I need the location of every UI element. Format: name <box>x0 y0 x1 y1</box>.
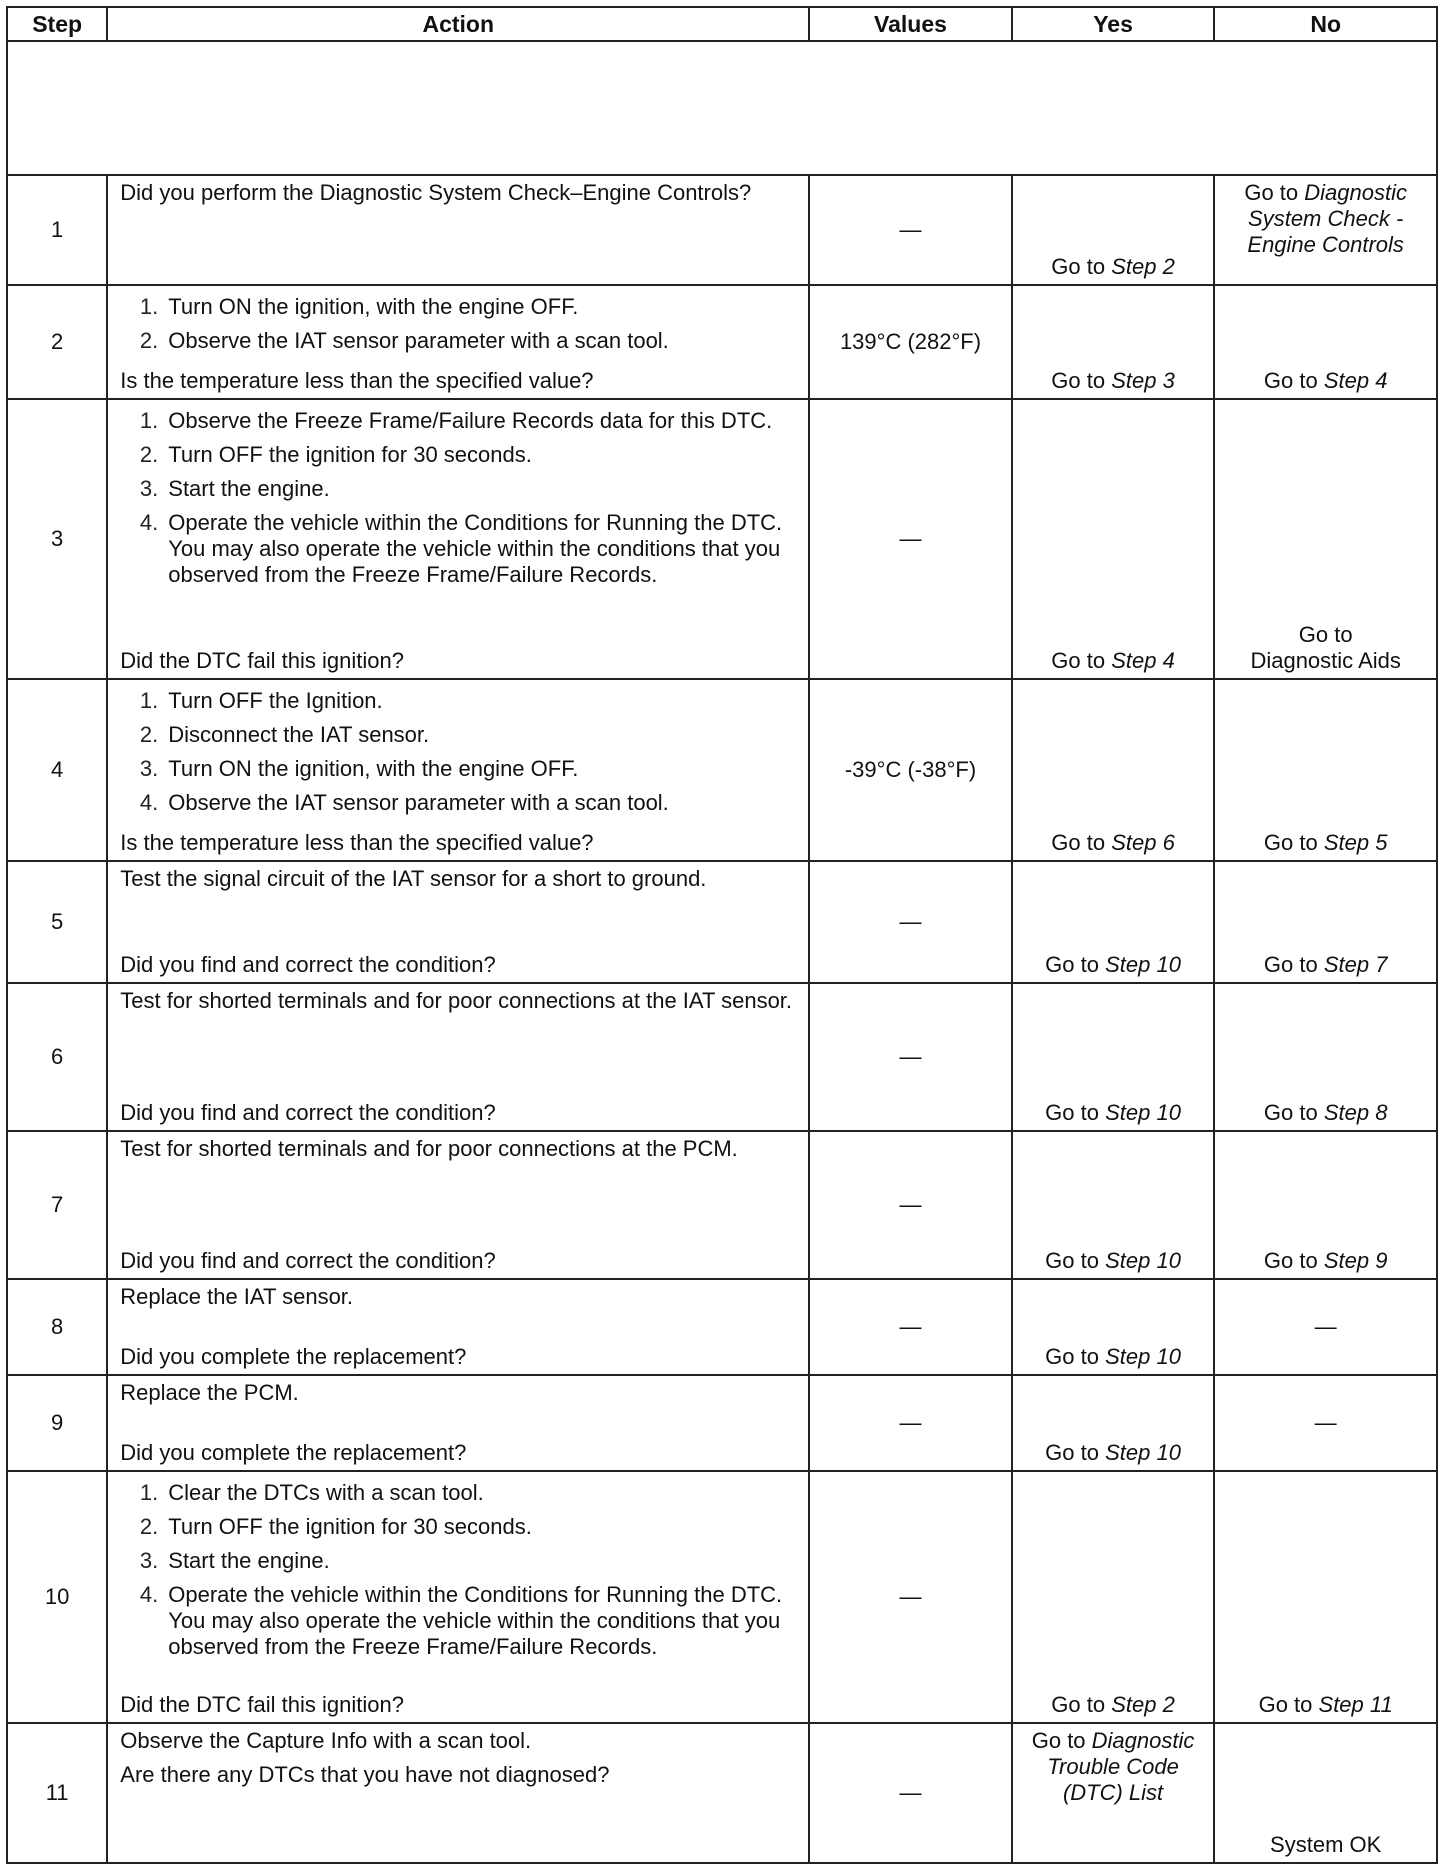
yes-goto[interactable]: Go to Step 10 <box>1045 1248 1181 1273</box>
yes-goto[interactable]: Go to Step 6 <box>1051 830 1175 855</box>
value-cell: — <box>809 1131 1012 1279</box>
value-cell: — <box>809 1471 1012 1723</box>
action-steps <box>120 404 800 596</box>
list-item: 1. Clear the DTCs with a scan tool. <box>139 1480 484 1505</box>
blank-cell <box>7 41 1437 175</box>
list-item: 3. Start the engine. <box>139 476 330 501</box>
no-goto[interactable]: Go to Step 9 <box>1263 1248 1388 1273</box>
action-cell <box>107 1723 809 1863</box>
no-cell <box>1214 175 1437 285</box>
step-number: 2 <box>7 285 107 399</box>
step-number: 3 <box>7 399 107 679</box>
header-no: No <box>1214 7 1437 41</box>
step-number: 11 <box>7 1723 107 1863</box>
diagnostic-table <box>6 6 1438 1864</box>
no-cell <box>1214 1131 1437 1279</box>
value-cell: — <box>809 861 1012 983</box>
yes-goto[interactable]: Go to Step 10 <box>1045 1344 1181 1369</box>
yes-goto[interactable]: Go to Diagnostic Trouble Code (DTC) List <box>1031 1728 1195 1805</box>
action-cell <box>107 399 809 679</box>
value-cell: — <box>809 1723 1012 1863</box>
value-cell: — <box>809 983 1012 1131</box>
action-question: Did you find and correct the condition? <box>120 952 496 977</box>
value-cell: — <box>809 399 1012 679</box>
yes-cell <box>1012 175 1215 285</box>
yes-cell <box>1012 983 1215 1131</box>
action-cell <box>107 983 809 1131</box>
table-row <box>7 1375 1437 1471</box>
table-row <box>7 679 1437 861</box>
action-cell <box>107 679 809 861</box>
header-values: Values <box>809 7 1012 41</box>
table-row <box>7 1723 1437 1863</box>
action-question: Did you complete the replacement? <box>120 1440 467 1465</box>
action-text: Replace the PCM. <box>120 1380 299 1405</box>
yes-goto[interactable]: Go to Step 2 <box>1051 254 1175 279</box>
yes-cell <box>1012 1279 1215 1375</box>
yes-cell <box>1012 679 1215 861</box>
table-row <box>7 1131 1437 1279</box>
list-item: 4. Operate the vehicle within the Conditions for Running the DTC. You may also operate the vehicle within the conditions that you observed from the Freeze Frame/Failure Records. <box>139 1582 783 1659</box>
action-cell <box>107 175 809 285</box>
list-item: 2. Turn OFF the ignition for 30 seconds. <box>139 442 532 467</box>
action-question: Did you find and correct the condition? <box>120 1248 496 1273</box>
table-row <box>7 175 1437 285</box>
blank-row <box>7 41 1437 175</box>
action-cell <box>107 1131 809 1279</box>
table-row <box>7 399 1437 679</box>
list-item: 3. Start the engine. <box>139 1548 330 1573</box>
step-number: 10 <box>7 1471 107 1723</box>
header-row <box>7 7 1437 41</box>
action-question: Are there any DTCs that you have not diagnosed? <box>120 1762 610 1787</box>
list-item: 4. Observe the IAT sensor parameter with a scan tool. <box>139 790 669 815</box>
header-yes: Yes <box>1012 7 1215 41</box>
no-cell: — <box>1214 1375 1437 1471</box>
table-row <box>7 1279 1437 1375</box>
no-cell <box>1214 1723 1437 1863</box>
value-cell: — <box>809 1375 1012 1471</box>
action-question: Did you complete the replacement? <box>120 1344 467 1369</box>
action-steps <box>120 1476 800 1668</box>
no-goto[interactable]: Go to Step 7 <box>1263 952 1388 977</box>
no-goto[interactable]: Go to Step 4 <box>1263 368 1388 393</box>
action-question: Did you find and correct the condition? <box>120 1100 496 1125</box>
yes-cell <box>1012 1375 1215 1471</box>
no-goto[interactable]: Go to Step 5 <box>1263 830 1388 855</box>
step-number: 9 <box>7 1375 107 1471</box>
list-item: 2. Turn OFF the ignition for 30 seconds. <box>139 1514 532 1539</box>
step-number: 7 <box>7 1131 107 1279</box>
list-item: 1. Observe the Freeze Frame/Failure Records data for this DTC. <box>139 408 773 433</box>
action-text: Did you perform the Diagnostic System Check–Engine Controls? <box>120 180 752 205</box>
table-row <box>7 861 1437 983</box>
yes-cell <box>1012 1723 1215 1863</box>
list-item: 2. Disconnect the IAT sensor. <box>139 722 430 747</box>
header-action: Action <box>107 7 809 41</box>
yes-cell <box>1012 1131 1215 1279</box>
action-steps <box>120 290 800 362</box>
list-item: 1. Turn OFF the Ignition. <box>139 688 383 713</box>
action-text: Replace the IAT sensor. <box>120 1284 354 1309</box>
value-cell: -39°C (-38°F) <box>809 679 1012 861</box>
step-number: 6 <box>7 983 107 1131</box>
yes-goto[interactable]: Go to Step 2 <box>1051 1692 1175 1717</box>
list-item: 2. Observe the IAT sensor parameter with a scan tool. <box>139 328 669 353</box>
action-question: Is the temperature less than the specified value? <box>120 830 594 855</box>
table-row <box>7 983 1437 1131</box>
yes-cell <box>1012 285 1215 399</box>
step-number: 1 <box>7 175 107 285</box>
yes-goto[interactable]: Go to Step 10 <box>1045 952 1181 977</box>
no-cell <box>1214 399 1437 679</box>
no-cell: — <box>1214 1279 1437 1375</box>
no-goto[interactable]: System OK <box>1270 1832 1382 1857</box>
step-number: 4 <box>7 679 107 861</box>
no-goto[interactable]: Go to Step 8 <box>1263 1100 1388 1125</box>
table-row <box>7 285 1437 399</box>
no-cell <box>1214 861 1437 983</box>
action-question: Did the DTC fail this ignition? <box>120 648 404 673</box>
step-number: 8 <box>7 1279 107 1375</box>
action-question: Is the temperature less than the specified value? <box>120 368 594 393</box>
action-text: Test for shorted terminals and for poor connections at the PCM. <box>120 1136 738 1161</box>
value-cell: — <box>809 1279 1012 1375</box>
action-cell <box>107 861 809 983</box>
table-row <box>7 1471 1437 1723</box>
action-question: Did the DTC fail this ignition? <box>120 1692 404 1717</box>
no-cell <box>1214 285 1437 399</box>
step-number: 5 <box>7 861 107 983</box>
action-text: Test the signal circuit of the IAT sensor for a short to ground. <box>120 866 707 891</box>
yes-goto[interactable]: Go to Step 10 <box>1045 1440 1181 1465</box>
yes-goto[interactable]: Go to Step 3 <box>1051 368 1175 393</box>
no-cell <box>1214 679 1437 861</box>
no-goto[interactable]: Go to Diagnostic Aids <box>1250 622 1401 673</box>
yes-cell <box>1012 861 1215 983</box>
action-cell <box>107 285 809 399</box>
value-cell: 139°C (282°F) <box>809 285 1012 399</box>
action-text: Observe the Capture Info with a scan tool. <box>120 1728 532 1753</box>
yes-goto[interactable]: Go to Step 10 <box>1045 1100 1181 1125</box>
no-cell <box>1214 983 1437 1131</box>
list-item: 3. Turn ON the ignition, with the engine OFF. <box>139 756 579 781</box>
no-goto[interactable]: Go to Step 11 <box>1258 1692 1393 1717</box>
header-step: Step <box>7 7 107 41</box>
action-steps <box>120 684 800 824</box>
list-item: 1. Turn ON the ignition, with the engine OFF. <box>139 294 579 319</box>
no-goto[interactable]: Go to Diagnostic System Check - Engine Controls <box>1244 180 1407 257</box>
value-cell: — <box>809 175 1012 285</box>
list-item: 4. Operate the vehicle within the Conditions for Running the DTC. You may also operate the vehicle within the conditions that you observed from the Freeze Frame/Failure Records. <box>139 510 783 587</box>
yes-goto[interactable]: Go to Step 4 <box>1051 648 1175 673</box>
no-cell <box>1214 1471 1437 1723</box>
action-cell <box>107 1375 809 1471</box>
action-cell <box>107 1279 809 1375</box>
yes-cell <box>1012 1471 1215 1723</box>
action-text: Test for shorted terminals and for poor connections at the IAT sensor. <box>120 988 793 1013</box>
action-cell <box>107 1471 809 1723</box>
yes-cell <box>1012 399 1215 679</box>
